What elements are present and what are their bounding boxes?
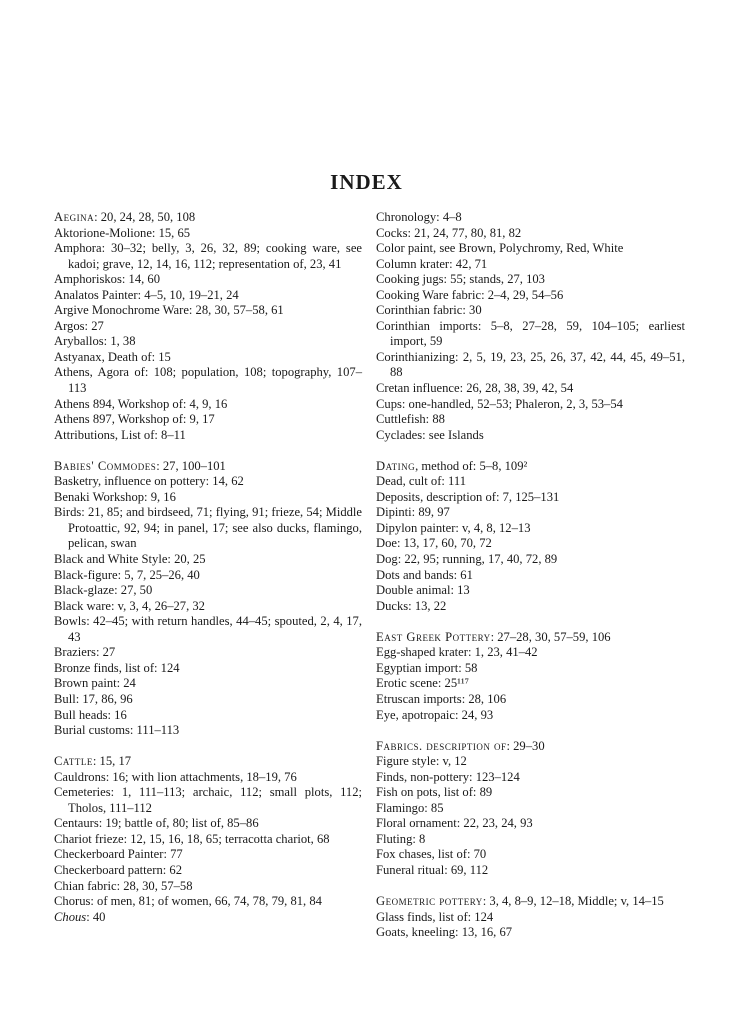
- index-entry-text: Cooking jugs: 55; stands, 27, 103: [376, 272, 545, 287]
- index-entry-text: Cuttlefish: 88: [376, 412, 445, 427]
- index-entry: [54, 676, 362, 692]
- index-heading-term: Fabrics. description of: [376, 738, 507, 753]
- index-entry-text: Black and White Style: 20, 25: [54, 552, 206, 567]
- index-entry-text: Egyptian import: 58: [376, 660, 478, 675]
- index-entry: [54, 490, 362, 506]
- index-entry: [54, 708, 362, 724]
- index-entry-text: Dipinti: 89, 97: [376, 505, 450, 520]
- index-column-right: [376, 210, 685, 956]
- index-entry: [376, 925, 685, 941]
- index-entry: [376, 521, 685, 537]
- index-entry: [54, 505, 362, 552]
- index-entry-text: : 20, 24, 28, 50, 108: [94, 210, 196, 224]
- index-entry-text: : 3, 4, 8–9, 12–18, Middle; v, 14–15: [482, 894, 664, 909]
- index-heading-term: Geometric pottery: [376, 894, 483, 909]
- index-entry-text: Black-figure: 5, 7, 25–26, 40: [54, 567, 200, 582]
- index-entry-text: Cooking Ware fabric: 2–4, 29, 54–56: [376, 287, 564, 302]
- index-entry: [376, 459, 685, 475]
- index-entry-text: Aryballos: 1, 38: [54, 334, 136, 349]
- index-entry: [376, 568, 685, 584]
- index-entry: [376, 770, 685, 786]
- index-entry: [376, 832, 685, 848]
- index-column-left: [54, 210, 362, 941]
- index-letter-group: [376, 894, 685, 941]
- index-entry: [54, 692, 362, 708]
- index-entry: [376, 490, 685, 506]
- index-entry: [376, 257, 685, 273]
- index-entry-text: Color paint, see Brown, Polychromy, Red, White: [376, 241, 624, 256]
- index-entry: [54, 459, 362, 475]
- index-entry: [54, 397, 362, 413]
- index-letter-group: [54, 459, 362, 739]
- index-entry-text: : 29–30: [506, 738, 545, 753]
- index-entry-text: Fish on pots, list of: 89: [376, 785, 493, 800]
- index-entry-text: Corinthian fabric: 30: [376, 303, 482, 318]
- index-entry-text: Floral ornament: 22, 23, 24, 93: [376, 816, 533, 831]
- index-entry-text: Deposits, description of: 7, 125–131: [376, 489, 560, 504]
- index-entry: [54, 583, 362, 599]
- index-entry-text: Bull heads: 16: [54, 707, 127, 722]
- index-entry-text: : 27–28, 30, 57–59, 106: [490, 629, 611, 644]
- index-entry-text: Dots and bands: 61: [376, 567, 473, 582]
- index-entry-text: Black ware: v, 3, 4, 26–27, 32: [54, 598, 205, 613]
- index-entry: [376, 676, 685, 692]
- index-entry: [376, 630, 685, 646]
- index-entry: [54, 645, 362, 661]
- index-entry-text: Finds, non-pottery: 123–124: [376, 769, 520, 784]
- index-entry: [54, 863, 362, 879]
- index-entry-text: Attributions, List of: 8–11: [54, 427, 186, 442]
- index-entry-text: Checkerboard pattern: 62: [54, 862, 182, 877]
- index-entry-text: , method of: 5–8, 109²: [415, 458, 528, 473]
- index-entry: [376, 754, 685, 770]
- index-entry: [54, 723, 362, 739]
- index-entry: [376, 412, 685, 428]
- index-entry: [54, 350, 362, 366]
- index-entry-text: Analatos Painter: 4–5, 10, 19–21, 24: [54, 287, 239, 302]
- index-entry-text: Cups: one-handled, 52–53; Phaleron, 2, 3, 53–54: [376, 396, 623, 411]
- index-entry-text: Chian fabric: 28, 30, 57–58: [54, 878, 193, 893]
- index-entry-text: : 15, 17: [92, 754, 132, 769]
- index-entry-text: Erotic scene: 25¹¹⁷: [376, 676, 470, 691]
- index-entry-text: Black-glaze: 27, 50: [54, 583, 153, 598]
- index-entry-text: Corinthian imports: 5–8, 27–28, 59, 104–105; earliest import, 59: [376, 318, 685, 349]
- index-entry-text: Bronze finds, list of: 124: [54, 660, 180, 675]
- index-entry: [376, 785, 685, 801]
- index-entry: [54, 241, 362, 272]
- index-entry-text: Cretan influence: 26, 28, 38, 39, 42, 54: [376, 381, 574, 396]
- index-entry-text: Dead, cult of: 111: [376, 474, 466, 489]
- index-italic-term: Chous: [54, 909, 87, 924]
- index-entry: [54, 303, 362, 319]
- index-entry-text: Glass finds, list of: 124: [376, 909, 494, 924]
- index-entry: [376, 910, 685, 926]
- index-entry: [376, 692, 685, 708]
- index-entry: [376, 661, 685, 677]
- index-entry: [54, 832, 362, 848]
- index-entry: [54, 770, 362, 786]
- index-entry: [54, 816, 362, 832]
- index-entry-text: Doe: 13, 17, 60, 70, 72: [376, 536, 492, 551]
- index-entry: [376, 381, 685, 397]
- index-entry: [376, 708, 685, 724]
- index-entry-text: Chronology: 4–8: [376, 210, 462, 224]
- index-entry: [376, 801, 685, 817]
- index-entry-text: Astyanax, Death of: 15: [54, 349, 171, 364]
- index-entry-text: Cocks: 21, 24, 77, 80, 81, 82: [376, 225, 522, 240]
- index-entry: [376, 210, 685, 226]
- index-entry: [376, 536, 685, 552]
- index-entry-text: Eye, apotropaic: 24, 93: [376, 707, 494, 722]
- index-letter-group: [376, 459, 685, 614]
- index-entry-text: Bull: 17, 86, 96: [54, 691, 133, 706]
- index-entry-text: Burial customs: 111–113: [54, 723, 180, 738]
- index-entry-text: Athens 894, Workshop of: 4, 9, 16: [54, 396, 228, 411]
- index-entry-text: Checkerboard Painter: 77: [54, 847, 183, 862]
- index-entry: [54, 614, 362, 645]
- index-entry: [54, 272, 362, 288]
- index-entry: [376, 739, 685, 755]
- index-entry-text: : 27, 100–101: [156, 458, 226, 473]
- index-entry: [54, 754, 362, 770]
- index-letter-group: [376, 210, 685, 443]
- index-entry: [376, 863, 685, 879]
- index-entry: [54, 474, 362, 490]
- index-entry: [54, 879, 362, 895]
- index-entry-text: Ducks: 13, 22: [376, 598, 447, 613]
- index-entry: [376, 599, 685, 615]
- index-letter-group: [376, 739, 685, 879]
- index-entry-text: Argive Monochrome Ware: 28, 30, 57–58, 61: [54, 303, 284, 318]
- index-entry: [54, 412, 362, 428]
- index-entry-text: Amphoriskos: 14, 60: [54, 272, 161, 287]
- index-entry-text: Benaki Workshop: 9, 16: [54, 489, 176, 504]
- index-entry-text: Double animal: 13: [376, 583, 470, 598]
- index-entry: [376, 428, 685, 444]
- index-entry-text: Chariot frieze: 12, 15, 16, 18, 65; terracotta chariot, 68: [54, 831, 330, 846]
- index-letter-group: [376, 630, 685, 723]
- index-entry: [376, 319, 685, 350]
- index-letter-group: [54, 210, 362, 443]
- index-entry-text: Cemeteries: 1, 111–113; archaic, 112; small plots, 112; Tholos, 111–112: [54, 785, 362, 815]
- index-entry: [376, 816, 685, 832]
- index-entry: [54, 599, 362, 615]
- page-title: INDEX: [330, 170, 403, 194]
- index-entry-text: Funeral ritual: 69, 112: [376, 862, 489, 877]
- index-entry-text: Brown paint: 24: [54, 676, 136, 691]
- index-entry: [376, 645, 685, 661]
- index-entry-text: Bowls: 42–45; with return handles, 44–45; spouted, 2, 4, 17, 43: [54, 614, 362, 644]
- index-heading-term: East Greek Pottery: [376, 629, 491, 644]
- index-entry: [54, 552, 362, 568]
- index-entry: [54, 365, 362, 396]
- index-entry-text: Etruscan imports: 28, 106: [376, 691, 507, 706]
- index-entry: [376, 226, 685, 242]
- index-entry-text: : 40: [86, 909, 106, 924]
- index-entry: [376, 350, 685, 381]
- index-entry: [376, 847, 685, 863]
- index-entry-text: Aktorione-Molione: 15, 65: [54, 225, 191, 240]
- index-entry-text: Fluting: 8: [376, 831, 426, 846]
- index-entry-text: Goats, kneeling: 13, 16, 67: [376, 925, 513, 940]
- index-entry-text: Chorus: of men, 81; of women, 66, 74, 78, 79, 81, 84: [54, 894, 322, 909]
- index-entry-text: Birds: 21, 85; and birdseed, 71; flying, 91; frieze, 54; Middle Protoattic, 92, 94; in panel, 17; see also ducks, flamingo, pelican, swan: [54, 505, 362, 551]
- index-entry: [54, 910, 362, 926]
- index-entry-text: Egg-shaped krater: 1, 23, 41–42: [376, 645, 538, 660]
- index-entry: [54, 334, 362, 350]
- index-entry: [376, 894, 685, 910]
- index-entry: [376, 272, 685, 288]
- index-entry-text: Column krater: 42, 71: [376, 256, 488, 271]
- index-entry-text: Athens 897, Workshop of: 9, 17: [54, 412, 215, 427]
- index-entry-text: Cauldrons: 16; with lion attachments, 18–19, 76: [54, 769, 297, 784]
- index-entry: [376, 505, 685, 521]
- index-entry-text: Cyclades: see Islands: [376, 427, 484, 442]
- index-entry-text: Dipylon painter: v, 4, 8, 12–13: [376, 520, 531, 535]
- index-heading-term: Dating: [376, 458, 416, 473]
- index-letter-group: [54, 754, 362, 925]
- index-entry-text: Athens, Agora of: 108; population, 108; topography, 107–113: [54, 365, 362, 396]
- index-entry-text: Dog: 22, 95; running, 17, 40, 72, 89: [376, 552, 558, 567]
- index-entry: [54, 428, 362, 444]
- index-entry: [376, 474, 685, 490]
- index-entry: [54, 894, 362, 910]
- index-entry: [376, 303, 685, 319]
- index-entry: [54, 319, 362, 335]
- index-entry-text: Corinthianizing: 2, 5, 19, 23, 25, 26, 37, 42, 44, 45, 49–51, 88: [376, 349, 685, 380]
- index-entry: [376, 552, 685, 568]
- index-entry-text: Basketry, influence on pottery: 14, 62: [54, 474, 244, 489]
- index-entry-text: Flamingo: 85: [376, 800, 444, 815]
- index-entry-text: Fox chases, list of: 70: [376, 847, 487, 862]
- index-heading-term: Babies' Commodes: [54, 458, 157, 473]
- index-entry: [54, 847, 362, 863]
- index-entry: [54, 210, 362, 226]
- index-entry: [54, 288, 362, 304]
- index-entry-text: Figure style: v, 12: [376, 754, 467, 769]
- index-entry: [376, 241, 685, 257]
- index-heading-term: Cattle: [54, 754, 93, 769]
- index-entry: [54, 226, 362, 242]
- index-entry-text: Argos: 27: [54, 318, 104, 333]
- index-entry: [54, 785, 362, 816]
- index-entry: [376, 288, 685, 304]
- index-entry: [376, 397, 685, 413]
- index-heading-term: Aegina: [54, 210, 95, 224]
- index-entry-text: Braziers: 27: [54, 645, 116, 660]
- index-entry: [54, 568, 362, 584]
- index-entry-text: Centaurs: 19; battle of, 80; list of, 85–86: [54, 816, 259, 831]
- index-entry-text: Amphora: 30–32; belly, 3, 26, 32, 89; cooking ware, see kadoi; grave, 12, 14, 16, 112; representation of, 23, 41: [54, 241, 362, 271]
- index-entry: [376, 583, 685, 599]
- index-entry: [54, 661, 362, 677]
